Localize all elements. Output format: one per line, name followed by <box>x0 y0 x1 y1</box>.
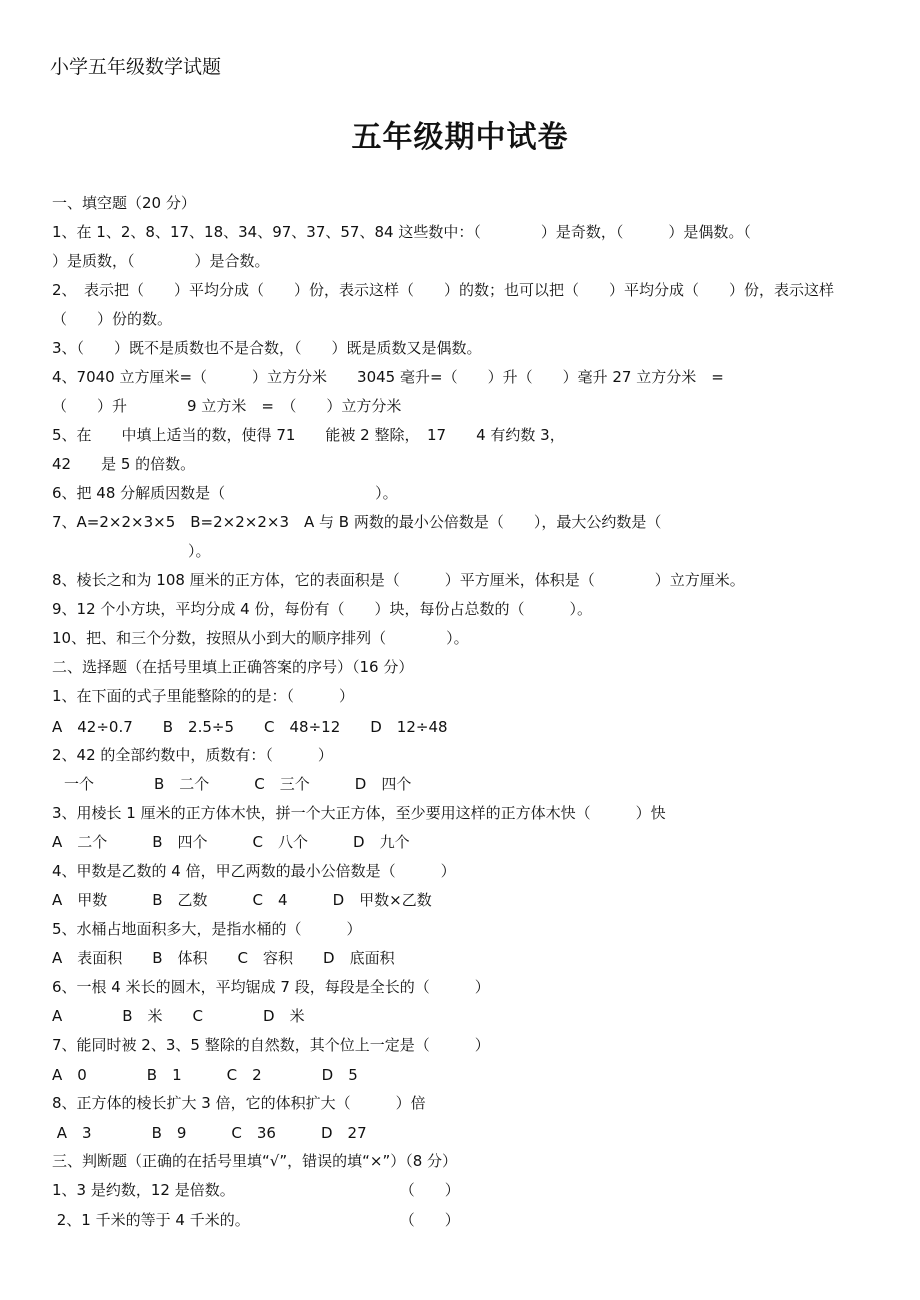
question-line: 1、3 是约数，12 是倍数。 （ ） <box>52 1181 460 1199</box>
options-line: A B 米 C D 米 <box>52 1007 305 1025</box>
options-line: 一个 B 二个 C 三个 D 四个 <box>64 775 412 793</box>
question-line: （ ）升 9 立方米 = （ ）立方分米 <box>52 397 402 415</box>
options-line: A 42÷0.7 B 2.5÷5 C 48÷12 D 12÷48 <box>52 718 448 736</box>
options-line: A 甲数 B 乙数 C 4 D 甲数×乙数 <box>52 891 432 909</box>
question-line: 42 是 5 的倍数。 <box>52 455 196 473</box>
question-line: 8、正方体的棱长扩大 3 倍，它的体积扩大（ ）倍 <box>52 1094 426 1112</box>
section-heading: 一、填空题（20 分） <box>52 194 196 212</box>
question-line: 10、把、和三个分数，按照从小到大的顺序排列（ ）。 <box>52 629 469 647</box>
question-line: 9、12 个小方块，平均分成 4 份，每份有（ ）块，每份占总数的（ ）。 <box>52 600 592 618</box>
question-line: 4、7040 立方厘米=（ ）立方分米 3045 毫升=（ ）升（ ）毫升 27 立方分米 = <box>52 368 724 386</box>
question-line: （ ）份的数。 <box>52 310 173 328</box>
options-line: A 表面积 B 体积 C 容积 D 底面积 <box>52 949 395 967</box>
question-line: 2、1 千米的等于 4 千米的。 （ ） <box>52 1211 460 1229</box>
question-line: 3、用棱长 1 厘米的正方体木快，拼一个大正方体，至少要用这样的正方体木快（ ）快 <box>52 804 666 822</box>
question-line: ）是质数，（ ）是合数。 <box>52 252 270 270</box>
options-line: A 3 B 9 C 36 D 27 <box>52 1124 367 1142</box>
question-line: 1、在 1、2、8、17、18、34、97、37、57、84 这些数中：（ ）是奇数，（ ）是偶数。（ <box>52 223 751 241</box>
question-line: 6、一根 4 米长的圆木，平均锯成 7 段，每段是全长的（ ） <box>52 978 490 996</box>
question-line: 7、A=2×2×3×5 B=2×2×2×3 A 与 B 两数的最小公倍数是（ ），最大公约数是（ <box>52 513 662 531</box>
page-title: 五年级期中试卷 <box>351 120 569 155</box>
options-line: A 0 B 1 C 2 D 5 <box>52 1066 358 1084</box>
question-line: ）。 <box>188 542 211 560</box>
question-line: 2、 表示把（ ）平均分成（ ）份，表示这样（ ）的数；也可以把（ ）平均分成（ ）份，表示这样 <box>52 281 835 299</box>
question-line: 6、把 48 分解质因数是（ ）。 <box>52 484 398 502</box>
question-line: 8、棱长之和为 108 厘米的正方体，它的表面积是（ ）平方厘米，体积是（ ）立方厘米。 <box>52 571 745 589</box>
question-line: 4、甲数是乙数的 4 倍，甲乙两数的最小公倍数是（ ） <box>52 862 456 880</box>
header-text: 小学五年级数学试题 <box>50 56 222 78</box>
question-line: 5、在 中填上适当的数，使得 71 能被 2 整除， 17 4 有约数 3， <box>52 426 565 444</box>
question-line: 5、水桶占地面积多大，是指水桶的（ ） <box>52 920 362 938</box>
section-heading: 二、选择题（在括号里填上正确答案的序号）（16 分） <box>52 658 414 676</box>
section-heading: 三、判断题（正确的在括号里填“√”，错误的填“×”）（8 分） <box>52 1152 458 1170</box>
question-line: 2、42 的全部约数中，质数有：（ ） <box>52 746 333 764</box>
question-line: 7、能同时被 2、3、5 整除的自然数，其个位上一定是（ ） <box>52 1036 490 1054</box>
question-line: 3、（ ）既不是质数也不是合数，（ ）既是质数又是偶数。 <box>52 339 482 357</box>
options-line: A 二个 B 四个 C 八个 D 九个 <box>52 833 410 851</box>
question-line: 1、在下面的式子里能整除的的是：（ ） <box>52 687 355 705</box>
